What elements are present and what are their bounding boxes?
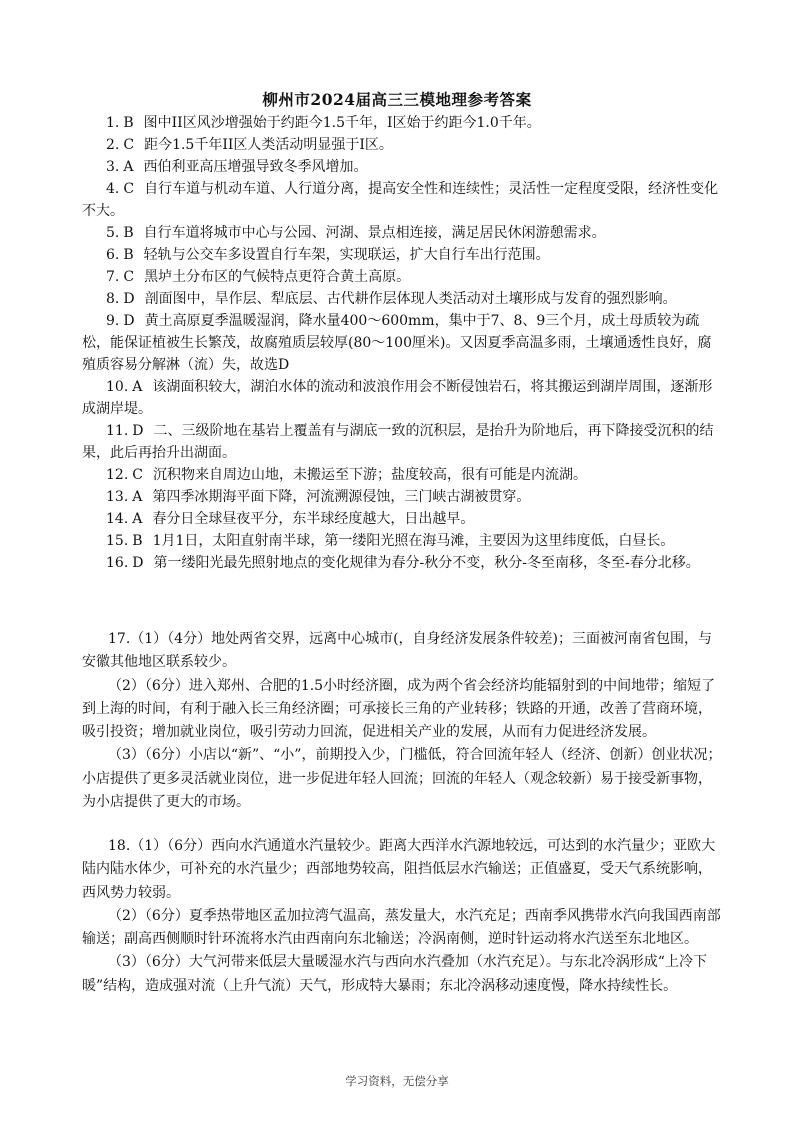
answer-key: B [132, 533, 143, 549]
answer-number: 4. [106, 181, 120, 197]
answer-explanation: 剖面图中，旱作层、犁底层、古代耕作层体现人类活动对土壤形成与发育的强烈影响。 [144, 291, 677, 307]
answer-item [82, 266, 722, 288]
answer-explanation: 沉积物来自周边山地，未搬运至下游；盐度较高，很有可能是内流湖。 [152, 467, 587, 483]
answer-item [82, 244, 722, 266]
answer-number: 14. [106, 511, 129, 527]
answer-explanation: 自行车道与机动车道、人行道分离，提高安全性和连续性；灵活性一定程度受限，经济性变化不大。 [82, 181, 719, 219]
q17-part-2: （2）（6分）进入郑州、合肥的1.5小时经济圈，成为两个省会经济均能辐射到的中间地带；缩短了到上海的时间，有利于融入长三角经济圈；可承接长三角的产业转移；铁路的开通，改善了营商环境，吸引投资；增加就业岗位，吸引劳动力回流，促进相关产业的发展，从而有力促进经济发展。 [82, 677, 716, 741]
answer-key: D [132, 423, 144, 439]
answer-number: 11. [106, 423, 129, 439]
answer-explanation: 1月1日，太阳直射南半球，第一缕阳光照在海马滩，主要因为这里纬度低，白昼长。 [152, 533, 675, 549]
answer-item [82, 288, 722, 310]
answer-key: C [123, 137, 135, 153]
answer-item [82, 508, 722, 530]
answer-item [82, 112, 722, 134]
answer-key: D [123, 291, 135, 307]
answer-number: 10. [106, 379, 129, 395]
answer-key: A [132, 489, 143, 505]
question-17 [82, 628, 722, 814]
answer-explanation: 西伯利亚高压增强导致冬季风增加。 [143, 159, 368, 175]
answer-item [82, 376, 722, 420]
q17-part-1: 17.（1）（4分）地处两省交界，远离中心城市(，自身经济发展条件较差)；三面被河南省包围，与安徽其他地区联系较少。 [82, 631, 713, 671]
answer-explanation: 春分日全球昼夜平分，东半球经度越大，日出越早。 [152, 511, 475, 527]
answer-number: 6. [106, 247, 120, 263]
answer-key: C [132, 467, 143, 483]
answer-item [82, 178, 722, 222]
q18-part-1: 18.（1）（6分）西向水汽通道水汽量较少。距离大西洋水汽源地较远，可达到的水汽量少；亚欧大陆内陆水体少，可补充的水汽量少；西部地势较高，阻挡低层水汽输送；正值盛夏，受天气系统影响，西风势力较弱。 [82, 838, 716, 901]
answer-explanation: 图中II区风沙增强始于约距今1.5千年，I区始于约距今1.0千年。 [143, 115, 541, 131]
answer-explanation: 该湖面积较大，湖泊水体的流动和波浪作用会不断侵蚀岩石，将其搬运到湖岸周围，逐渐形成湖岸堤。 [82, 379, 713, 417]
answer-number: 3. [106, 159, 120, 175]
answer-explanation: 黑垆土分布区的气候特点更符合黄土高原。 [144, 269, 411, 285]
answer-item [82, 420, 722, 464]
answer-item [82, 134, 722, 156]
q18-part-3: （3）（6分）大气河带来低层大量暖湿水汽与西向水汽叠加（水汽充足）。与东北冷涡形成“上冷下暖”结构，造成强对流（上升气流）天气，形成特大暴雨；东北冷涡移动速度慢，降水持续性长。 [82, 954, 707, 994]
answer-item [82, 156, 722, 178]
answer-number: 5. [106, 225, 120, 241]
answer-key: D [123, 313, 135, 329]
answer-number: 16. [106, 555, 129, 571]
answer-key: A [123, 159, 134, 175]
footer-note: 学习资料，无偿分享 [345, 1074, 449, 1088]
question-18 [82, 835, 722, 998]
answer-item [82, 552, 722, 574]
answer-number: 15. [106, 533, 129, 549]
answer-key: C [123, 181, 135, 197]
answer-item [82, 310, 722, 376]
answer-explanation: 第一缕阳光最先照射地点的变化规律为春分-秋分不变，秋分-冬至南移，冬至-春分北移。 [153, 555, 700, 571]
answer-number: 7. [106, 269, 120, 285]
answer-key: B [123, 115, 134, 131]
q17-part-3: （3）（6分）小店以“新”、“小”，前期投入少，门槛低，符合回流年轻人（经济、创新）创业状况；小店提供了更多灵活就业岗位，进一步促进年轻人回流；回流的年轻人（观念较新）易于接受新事物，为小店提供了更大的市场。 [82, 747, 722, 811]
answer-explanation: 轻轨与公交车多设置自行车架，实现联运，扩大自行车出行范围。 [143, 247, 550, 263]
answer-number: 13. [106, 489, 129, 505]
answer-key: D [132, 555, 144, 571]
answer-number: 12. [106, 467, 129, 483]
q18-part-2: （2）（6分）夏季热带地区孟加拉湾气温高，蒸发量大，水汽充足；西南季风携带水汽向我国西南部输送；副高西侧顺时针环流将水汽由西南向东北输送；冷涡南侧，逆时针运动将水汽送至东北地区。 [82, 907, 721, 948]
answer-number: 2. [106, 137, 120, 153]
choice-answers [82, 112, 722, 574]
answer-item [82, 486, 722, 508]
answer-key: A [132, 379, 143, 395]
answer-number: 8. [106, 291, 120, 307]
answer-item [82, 530, 722, 552]
answer-explanation: 距今1.5千年II区人类活动明显强于I区。 [144, 137, 393, 153]
answer-explanation: 二、三级阶地在基岩上覆盖有与湖底一致的沉积层，是抬升为阶地后，再下降接受沉积的结果，此后再抬升出湖面。 [82, 423, 714, 461]
answer-key: C [123, 269, 135, 285]
answer-explanation: 第四季冰期海平面下降，河流溯源侵蚀，三门峡古湖被贯穿。 [152, 489, 531, 505]
answer-explanation: 黄土高原夏季温暖湿润，降水量400～600mm，集中于7、8、9三个月，成土母质较为疏松，能保证植被生长繁茂，故腐殖质层较厚(80～100厘米)。又因夏季高温多雨，土壤通透性良好，腐殖质容易分解淋（流）失，故选D [82, 313, 712, 373]
answer-explanation: 自行车道将城市中心与公园、河湖、景点相连接，满足居民休闲游憩需求。 [143, 225, 606, 241]
answer-number: 9. [106, 313, 120, 329]
answer-key: B [123, 247, 134, 263]
answer-key: A [132, 511, 143, 527]
answer-item [82, 464, 722, 486]
answer-number: 1. [106, 115, 120, 131]
answer-item [82, 222, 722, 244]
answer-key: B [123, 225, 134, 241]
page-title: 柳州市2024届高三三模地理参考答案 [262, 90, 532, 109]
